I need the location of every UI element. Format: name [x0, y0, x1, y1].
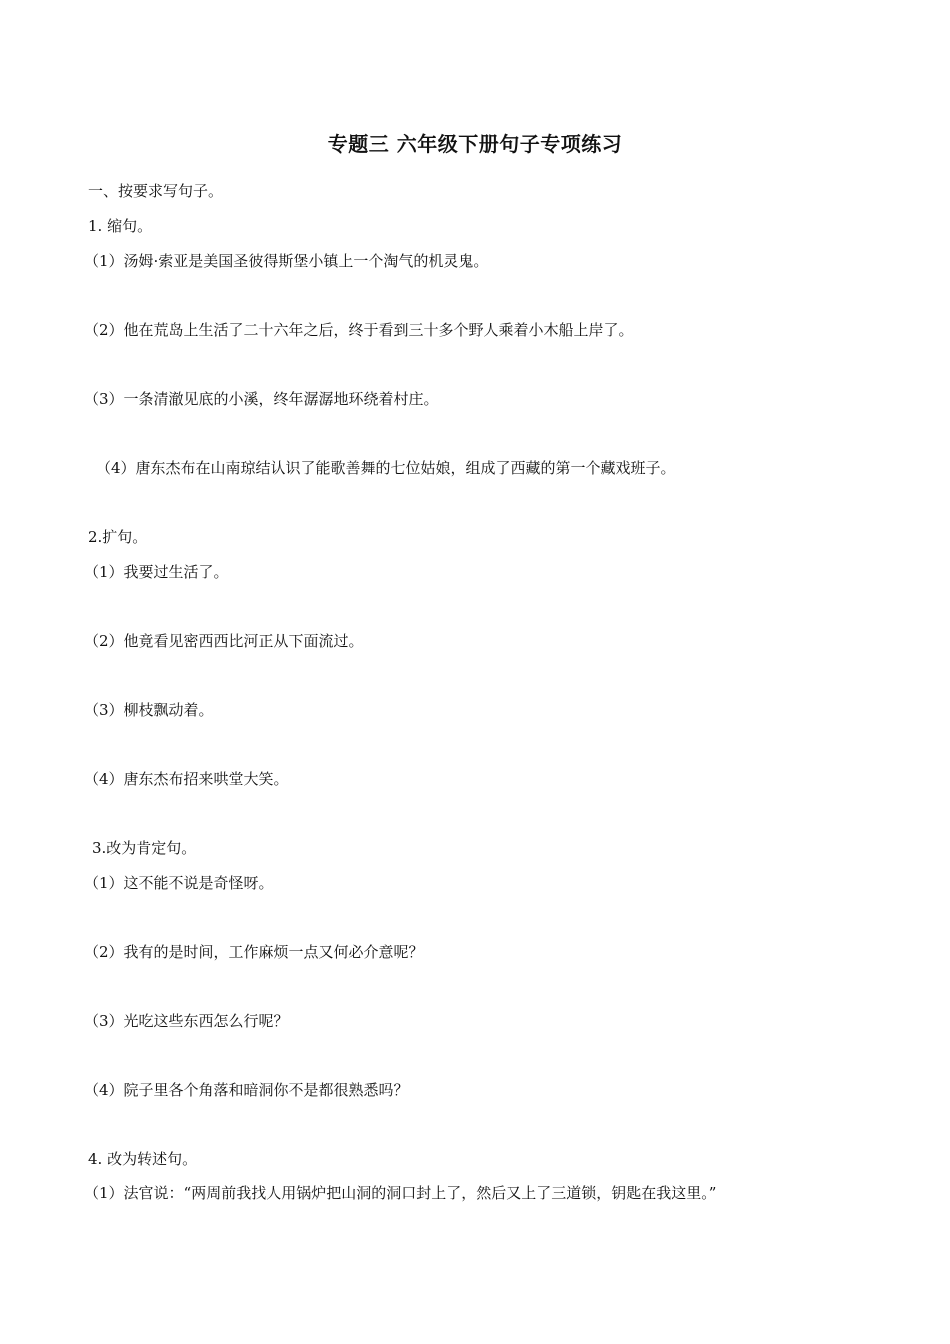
q1-heading: 1. 缩句。	[88, 217, 153, 235]
page-title: 专题三 六年级下册句子专项练习	[327, 132, 623, 156]
q2-heading: 2.扩句。	[88, 528, 148, 546]
q2-item-1: （1）我要过生活了。	[84, 563, 229, 581]
q2-item-2: （2）他竟看见密西西比河正从下面流过。	[84, 632, 364, 650]
q1-item-1: （1）汤姆·索亚是美国圣彼得斯堡小镇上一个淘气的机灵鬼。	[84, 252, 489, 270]
q2-item-3: （3）柳枝飘动着。	[84, 701, 214, 719]
q1-item-3: （3）一条清澈见底的小溪，终年潺潺地环绕着村庄。	[84, 390, 439, 408]
q4-item-1: （1）法官说：“两周前我找人用锅炉把山洞的洞口封上了，然后又上了三道锁，钥匙在我这里。”	[84, 1184, 717, 1202]
section-heading: 一、按要求写句子。	[88, 182, 224, 200]
q2-item-4: （4）唐东杰布招来哄堂大笑。	[84, 770, 289, 788]
q3-item-4: （4）院子里各个角落和暗洞你不是都很熟悉吗？	[84, 1081, 409, 1099]
q1-item-4: （4）唐东杰布在山南琼结认识了能歌善舞的七位姑娘，组成了西藏的第一个藏戏班子。	[96, 459, 676, 477]
q3-item-2: （2）我有的是时间，工作麻烦一点又何必介意呢？	[84, 943, 424, 961]
q3-item-3: （3）光吃这些东西怎么行呢？	[84, 1012, 289, 1030]
q1-item-2: （2）他在荒岛上生活了二十六年之后，终于看到三十多个野人乘着小木船上岸了。	[84, 321, 634, 339]
q4-heading: 4. 改为转述句。	[88, 1150, 198, 1168]
q3-heading: 3.改为肯定句。	[92, 839, 197, 857]
q3-item-1: （1）这不能不说是奇怪呀。	[84, 874, 274, 892]
